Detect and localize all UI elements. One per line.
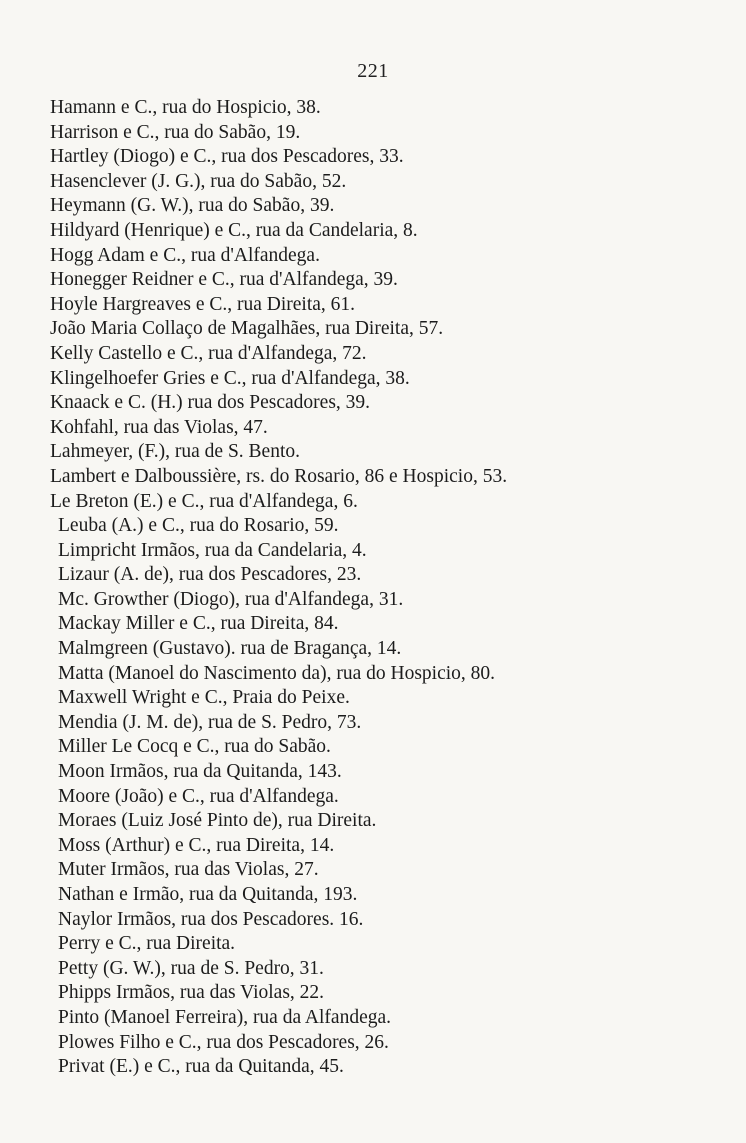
directory-entry: Kohfahl, rua das Violas, 47. (50, 416, 268, 438)
directory-entry: Klingelhoefer Gries e C., rua d'Alfandega, 38. (50, 367, 410, 389)
directory-entry: Pinto (Manoel Ferreira), rua da Alfandega. (58, 1006, 392, 1028)
directory-entry: Limpricht Irmãos, rua da Candelaria, 4. (58, 539, 367, 561)
directory-entry: Hogg Adam e C., rua d'Alfandega. (50, 244, 320, 266)
directory-entry: Mackay Miller e C., rua Direita, 84. (58, 613, 339, 635)
directory-entry: Maxwell Wright e C., Praia do Peixe. (58, 687, 350, 709)
directory-entry: Naylor Irmãos, rua dos Pescadores. 16. (58, 908, 364, 930)
directory-entry: Hildyard (Henrique) e C., rua da Candelaria, 8. (50, 219, 418, 241)
directory-entry: Hamann e C., rua do Hospicio, 38. (50, 97, 321, 118)
directory-entry: Moraes (Luiz José Pinto de), rua Direita. (58, 810, 377, 832)
directory-entry: Moss (Arthur) e C., rua Direita, 14. (58, 834, 335, 856)
directory-entry: Moore (João) e C., rua d'Alfandega. (58, 785, 339, 807)
directory-entry: Le Breton (E.) e C., rua d'Alfandega, 6. (50, 490, 358, 512)
directory-entry: Leuba (A.) e C., rua do Rosario, 59. (58, 515, 339, 537)
directory-entry: Privat (E.) e C., rua da Quitanda, 45. (58, 1056, 344, 1078)
page-number: 221 (357, 60, 389, 82)
directory-list (50, 96, 720, 1080)
directory-entry: Nathan e Irmão, rua da Quitanda, 193. (58, 884, 358, 905)
directory-entry: Lahmeyer, (F.), rua de S. Bento. (50, 441, 301, 463)
directory-entry: Honegger Reidner e C., rua d'Alfandega, 39. (50, 269, 398, 291)
directory-entry: Mc. Growther (Diogo), rua d'Alfandega, 31. (58, 588, 404, 610)
directory-entry: Mendia (J. M. de), rua de S. Pedro, 73. (58, 711, 362, 733)
directory-entry: Lizaur (A. de), rua dos Pescadores, 23. (58, 564, 362, 586)
directory-entry: Phipps Irmãos, rua das Violas, 22. (58, 982, 325, 1004)
directory-entry: Hartley (Diogo) e C., rua dos Pescadores, 33. (50, 146, 404, 168)
directory-entry: Harrison e C., rua do Sabão, 19. (50, 121, 301, 143)
directory-entry: Hoyle Hargreaves e C., rua Direita, 61. (50, 293, 356, 315)
directory-entry: Lambert e Dalboussière, rs. do Rosario, 86 e Hospicio, 53. (50, 465, 508, 487)
directory-entry: Matta (Manoel do Nascimento da), rua do Hospicio, 80. (58, 662, 496, 684)
directory-entry: Malmgreen (Gustavo). rua de Bragança, 14. (58, 638, 402, 660)
directory-entry: Kelly Castello e C., rua d'Alfandega, 72. (50, 342, 367, 364)
directory-entry: Muter Irmãos, rua das Violas, 27. (58, 859, 319, 881)
directory-entry: Plowes Filho e C., rua dos Pescadores, 26. (58, 1031, 389, 1053)
directory-entry: João Maria Collaço de Magalhães, rua Direita, 57. (50, 318, 444, 340)
directory-entry: Heymann (G. W.), rua do Sabão, 39. (50, 195, 335, 217)
directory-entry: Moon Irmãos, rua da Quitanda, 143. (58, 761, 342, 783)
directory-entry: Hasenclever (J. G.), rua do Sabão, 52. (50, 170, 347, 192)
directory-entry: Miller Le Cocq e C., rua do Sabão. (58, 736, 331, 758)
directory-entry: Petty (G. W.), rua de S. Pedro, 31. (58, 957, 324, 979)
directory-entry: Knaack e C. (H.) rua dos Pescadores, 39. (50, 392, 371, 414)
directory-entry: Perry e C., rua Direita. (58, 933, 236, 955)
